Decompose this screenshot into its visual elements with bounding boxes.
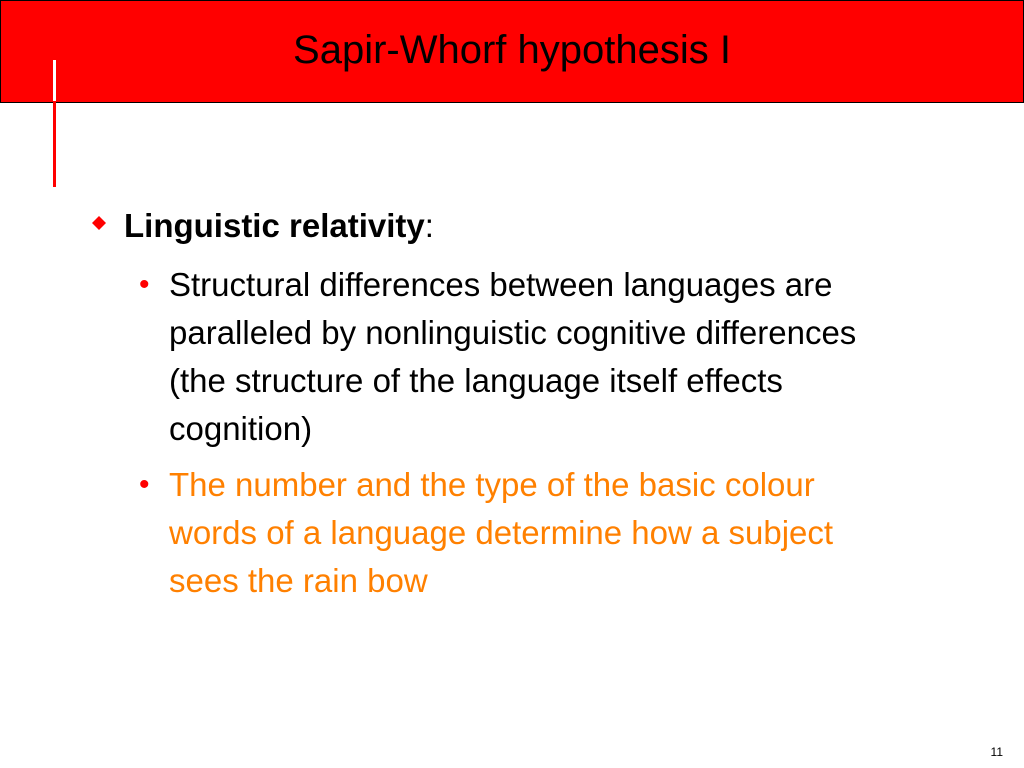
bullet-heading-suffix: : [424,207,434,244]
sub-bullet-1-line: paralleled by nonlinguistic cognitive differences [169,314,857,351]
sub-bullet-1-text [169,261,1014,453]
sub-bullet-2-text [169,461,1014,605]
bullet-heading [124,205,434,247]
page-number: 11 [990,745,1003,759]
sub-bullet-2-marker: • [139,468,150,501]
sub-bullet-2-line: The number and the type of the basic colour [169,466,815,503]
red-diamond-icon [92,216,106,230]
sub-bullet-1-line: cognition) [169,410,313,447]
sub-bullet-2-line: sees the rain bow [169,562,428,599]
bullet-heading-label: Linguistic relativity [124,207,425,244]
sub-bullet-1-line: (the structure of the language itself effects [169,362,783,399]
sub-bullet-1-marker: • [139,268,150,301]
sub-bullet-1-line: Structural differences between languages are [169,266,833,303]
sub-bullet-2-line: words of a language determine how a subject [169,514,834,551]
slide-title: Sapir-Whorf hypothesis I [293,28,731,72]
